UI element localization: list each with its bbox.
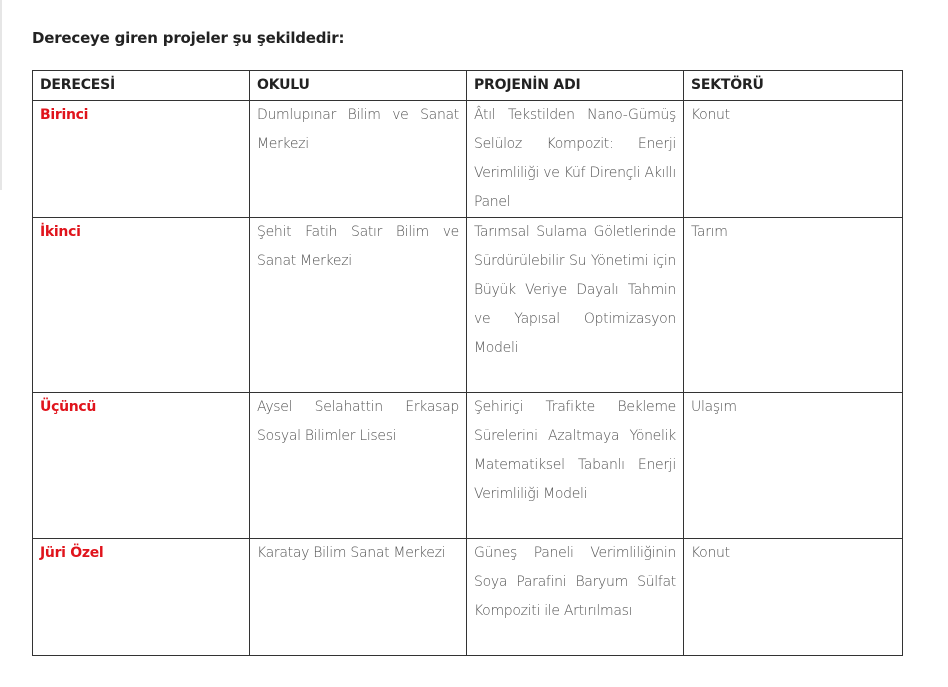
header-rank: DERECESİ bbox=[33, 71, 250, 101]
table-header-row bbox=[33, 71, 903, 101]
project-cell: Şehiriçi Trafikte Bekleme Sürelerini Azaltmaya Yönelik Matematiksel Tabanlı Enerji Verimliliği Modeli bbox=[467, 393, 684, 539]
rank-cell: Jüri Özel bbox=[33, 539, 250, 656]
sector-cell: Konut bbox=[684, 539, 903, 656]
rank-cell: İkinci bbox=[33, 218, 250, 393]
project-cell: Tarımsal Sulama Göletlerinde Sürdürülebilir Su Yönetimi için Büyük Veriye Dayalı Tahmin ve Yapısal Optimizasyon Modeli bbox=[467, 218, 684, 393]
school-cell: Aysel Selahattin Erkasap Sosyal Bilimler Lisesi bbox=[250, 393, 467, 539]
table-row bbox=[33, 218, 903, 393]
project-cell: Güneş Paneli Verimliliğinin Soya Parafini Baryum Sülfat Kompoziti ile Artırılması bbox=[467, 539, 684, 656]
school-cell: Karatay Bilim Sanat Merkezi bbox=[250, 539, 467, 656]
school-cell: Şehit Fatih Satır Bilim ve Sanat Merkezi bbox=[250, 218, 467, 393]
sector-cell: Tarım bbox=[684, 218, 903, 393]
intro-heading: Dereceye giren projeler şu şekildedir: bbox=[32, 29, 345, 47]
table-row bbox=[33, 539, 903, 656]
page-edge-divider bbox=[0, 0, 2, 190]
sector-cell: Ulaşım bbox=[684, 393, 903, 539]
results-table bbox=[32, 70, 903, 656]
rank-cell: Birinci bbox=[33, 101, 250, 218]
table-row bbox=[33, 393, 903, 539]
sector-cell: Konut bbox=[684, 101, 903, 218]
school-cell: Dumlupınar Bilim ve Sanat Merkezi bbox=[250, 101, 467, 218]
table-row bbox=[33, 101, 903, 218]
rank-cell: Üçüncü bbox=[33, 393, 250, 539]
project-cell: Âtıl Tekstilden Nano-Gümüş Selüloz Kompozit: Enerji Verimliliği ve Küf Dirençli Akıllı Panel bbox=[467, 101, 684, 218]
header-sector: SEKTÖRÜ bbox=[684, 71, 903, 101]
header-project: PROJENİN ADI bbox=[467, 71, 684, 101]
header-school: OKULU bbox=[250, 71, 467, 101]
